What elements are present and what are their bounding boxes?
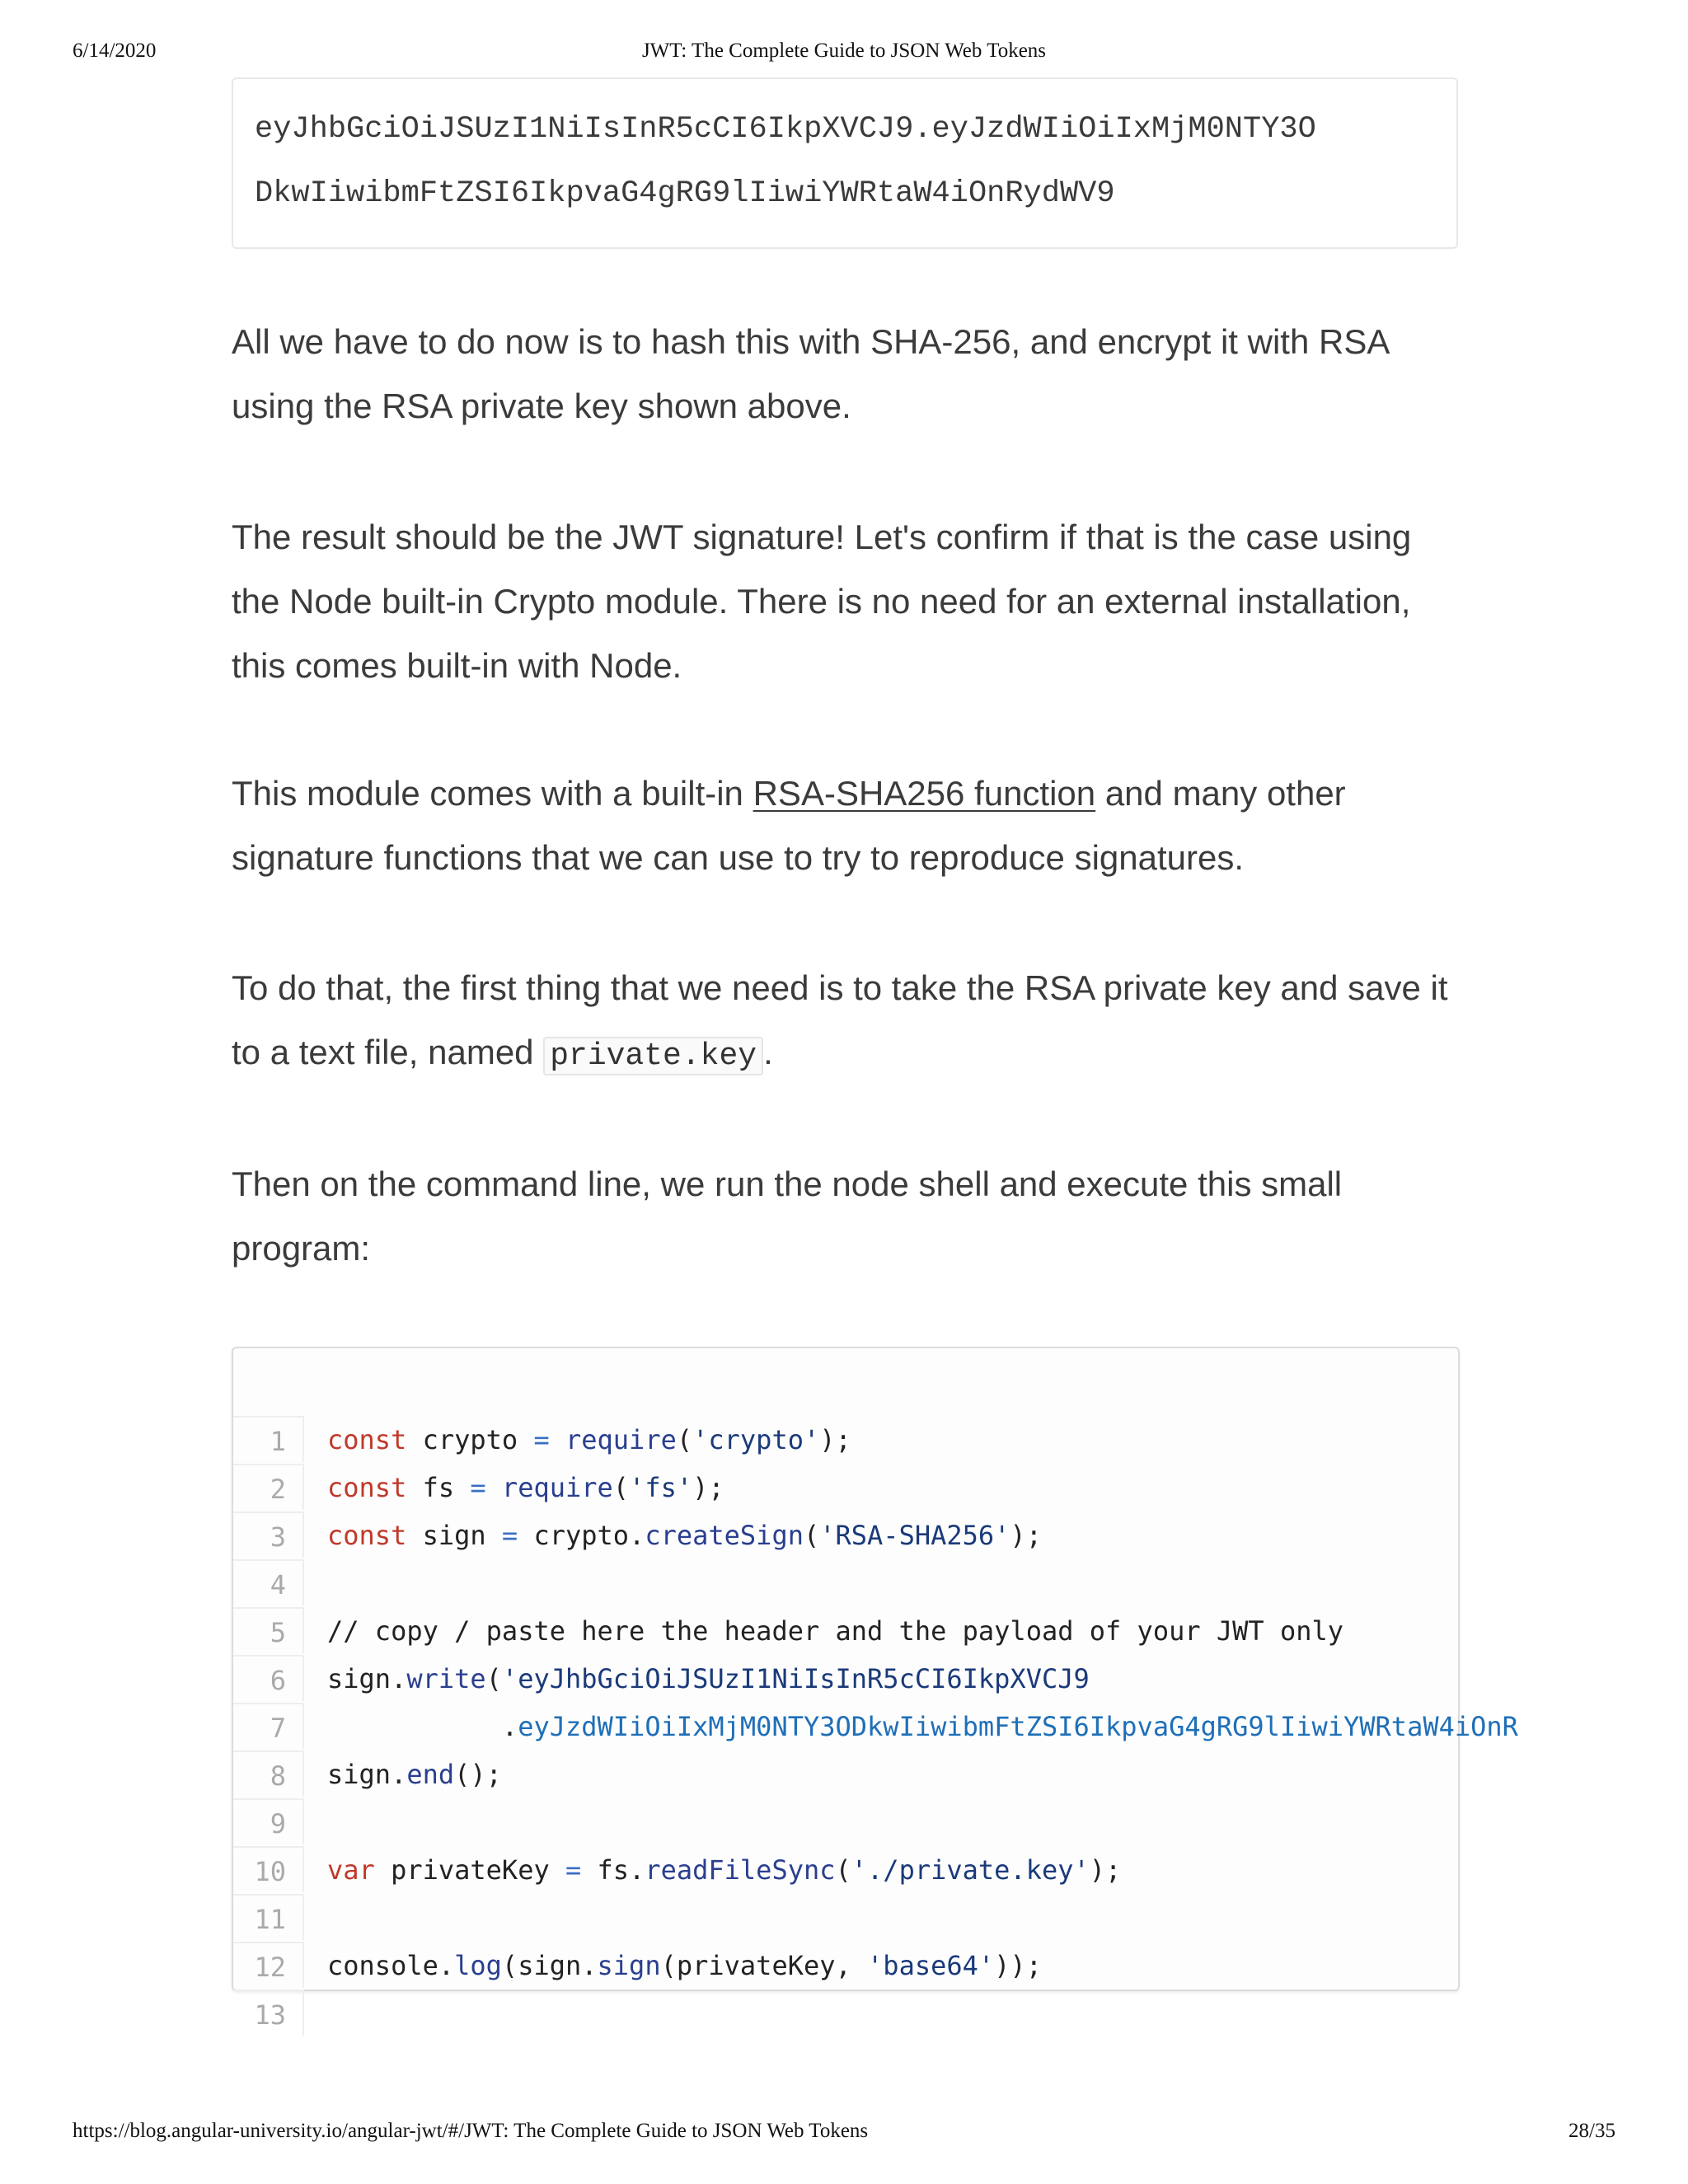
code-line — [233, 1846, 1552, 1935]
line-number: 6 — [233, 1655, 304, 1701]
code-line — [233, 1511, 1552, 1601]
jwt-token-line: eyJhbGciOiJSUzI1NiIsInR5cCI6IkpXVCJ9.eyJzdWIiOiIxMjM0NTY3O — [255, 112, 1316, 147]
paragraph: All we have to do now is to hash this with SHA-256, and encrypt it with RSA using the RSA private key shown above. — [232, 322, 1389, 425]
jwt-token-box — [232, 77, 1458, 249]
code-text: var privateKey = fs.readFileSync('./private.key'); — [327, 1854, 1122, 1886]
code-text: sign.write('eyJhbGciOiJSUzI1NiIsInR5cCI6IkpXVCJ9 — [327, 1663, 1090, 1694]
paragraph — [232, 762, 1460, 890]
code-text: sign.end(); — [327, 1759, 502, 1790]
code-block[interactable] — [232, 1347, 1518, 2031]
line-number: 12 — [233, 1942, 304, 1988]
inline-code-filename: private.key — [543, 1037, 763, 1076]
code-text: console.log(sign.sign(privateKey, 'base64')); — [327, 1950, 1042, 1981]
line-number: 8 — [233, 1750, 304, 1797]
line-number: 1 — [233, 1416, 304, 1462]
code-line — [233, 1942, 1552, 2031]
print-header — [0, 40, 1688, 73]
paragraph-text: and many other signature functions that we can use to try to reproduce signatures. — [232, 774, 1346, 877]
print-footer — [0, 2120, 1688, 2153]
code-text: const fs = require('fs'); — [327, 1472, 724, 1503]
print-date: 6/14/2020 — [73, 40, 157, 62]
paragraph: Then on the command line, we run the node shell and execute this small program: — [232, 1165, 1343, 1268]
paragraph — [232, 956, 1460, 1089]
code-line — [233, 1750, 1552, 1840]
code-comment: // copy / paste here the header and the payload of your JWT only — [327, 1615, 1343, 1647]
line-number: 10 — [233, 1846, 304, 1892]
line-number: 11 — [233, 1894, 304, 1940]
paragraph-text: To do that, the first thing that we need is to take the RSA private key and save it to a text file, named — [232, 968, 1448, 1071]
print-url: https://blog.angular-university.io/angular-jwt/#/JWT: The Complete Guide to JSON Web Tokens — [73, 2120, 869, 2142]
line-number: 7 — [233, 1703, 304, 1749]
print-title: JWT: The Complete Guide to JSON Web Tokens — [641, 40, 1047, 62]
line-number: 9 — [233, 1798, 304, 1844]
line-number: 13 — [233, 1990, 304, 2036]
code-text: const crypto = require('crypto'); — [327, 1424, 851, 1455]
paragraph-text: This module comes with a built-in — [232, 774, 753, 813]
line-number: 3 — [233, 1511, 304, 1558]
line-number: 5 — [233, 1607, 304, 1653]
paragraph: The result should be the JWT signature! Let's confirm if that is the case using the Node built-in Crypto module. There is no need for an external installation, this comes built-in with Node. — [232, 518, 1412, 685]
line-number: 4 — [233, 1559, 304, 1605]
page-number: 28/35 — [1568, 2120, 1615, 2142]
code-text: .eyJzdWIiOiIxMjM0NTY3ODkwIiwibmFtZSI6IkpvaG4gRG9lIiwiYWRtaW4iOnR — [327, 1711, 1518, 1742]
line-number: 2 — [233, 1464, 304, 1510]
paragraph-text: . — [763, 1033, 773, 1071]
jwt-token-line: DkwIiwibmFtZSI6IkpvaG4gRG9lIiwiYWRtaW4iOnRydWV9 — [255, 176, 1115, 211]
rsa-sha256-function-link[interactable]: RSA-SHA256 function — [753, 774, 1096, 813]
code-text: const sign = crypto.createSign('RSA-SHA256'); — [327, 1520, 1042, 1551]
